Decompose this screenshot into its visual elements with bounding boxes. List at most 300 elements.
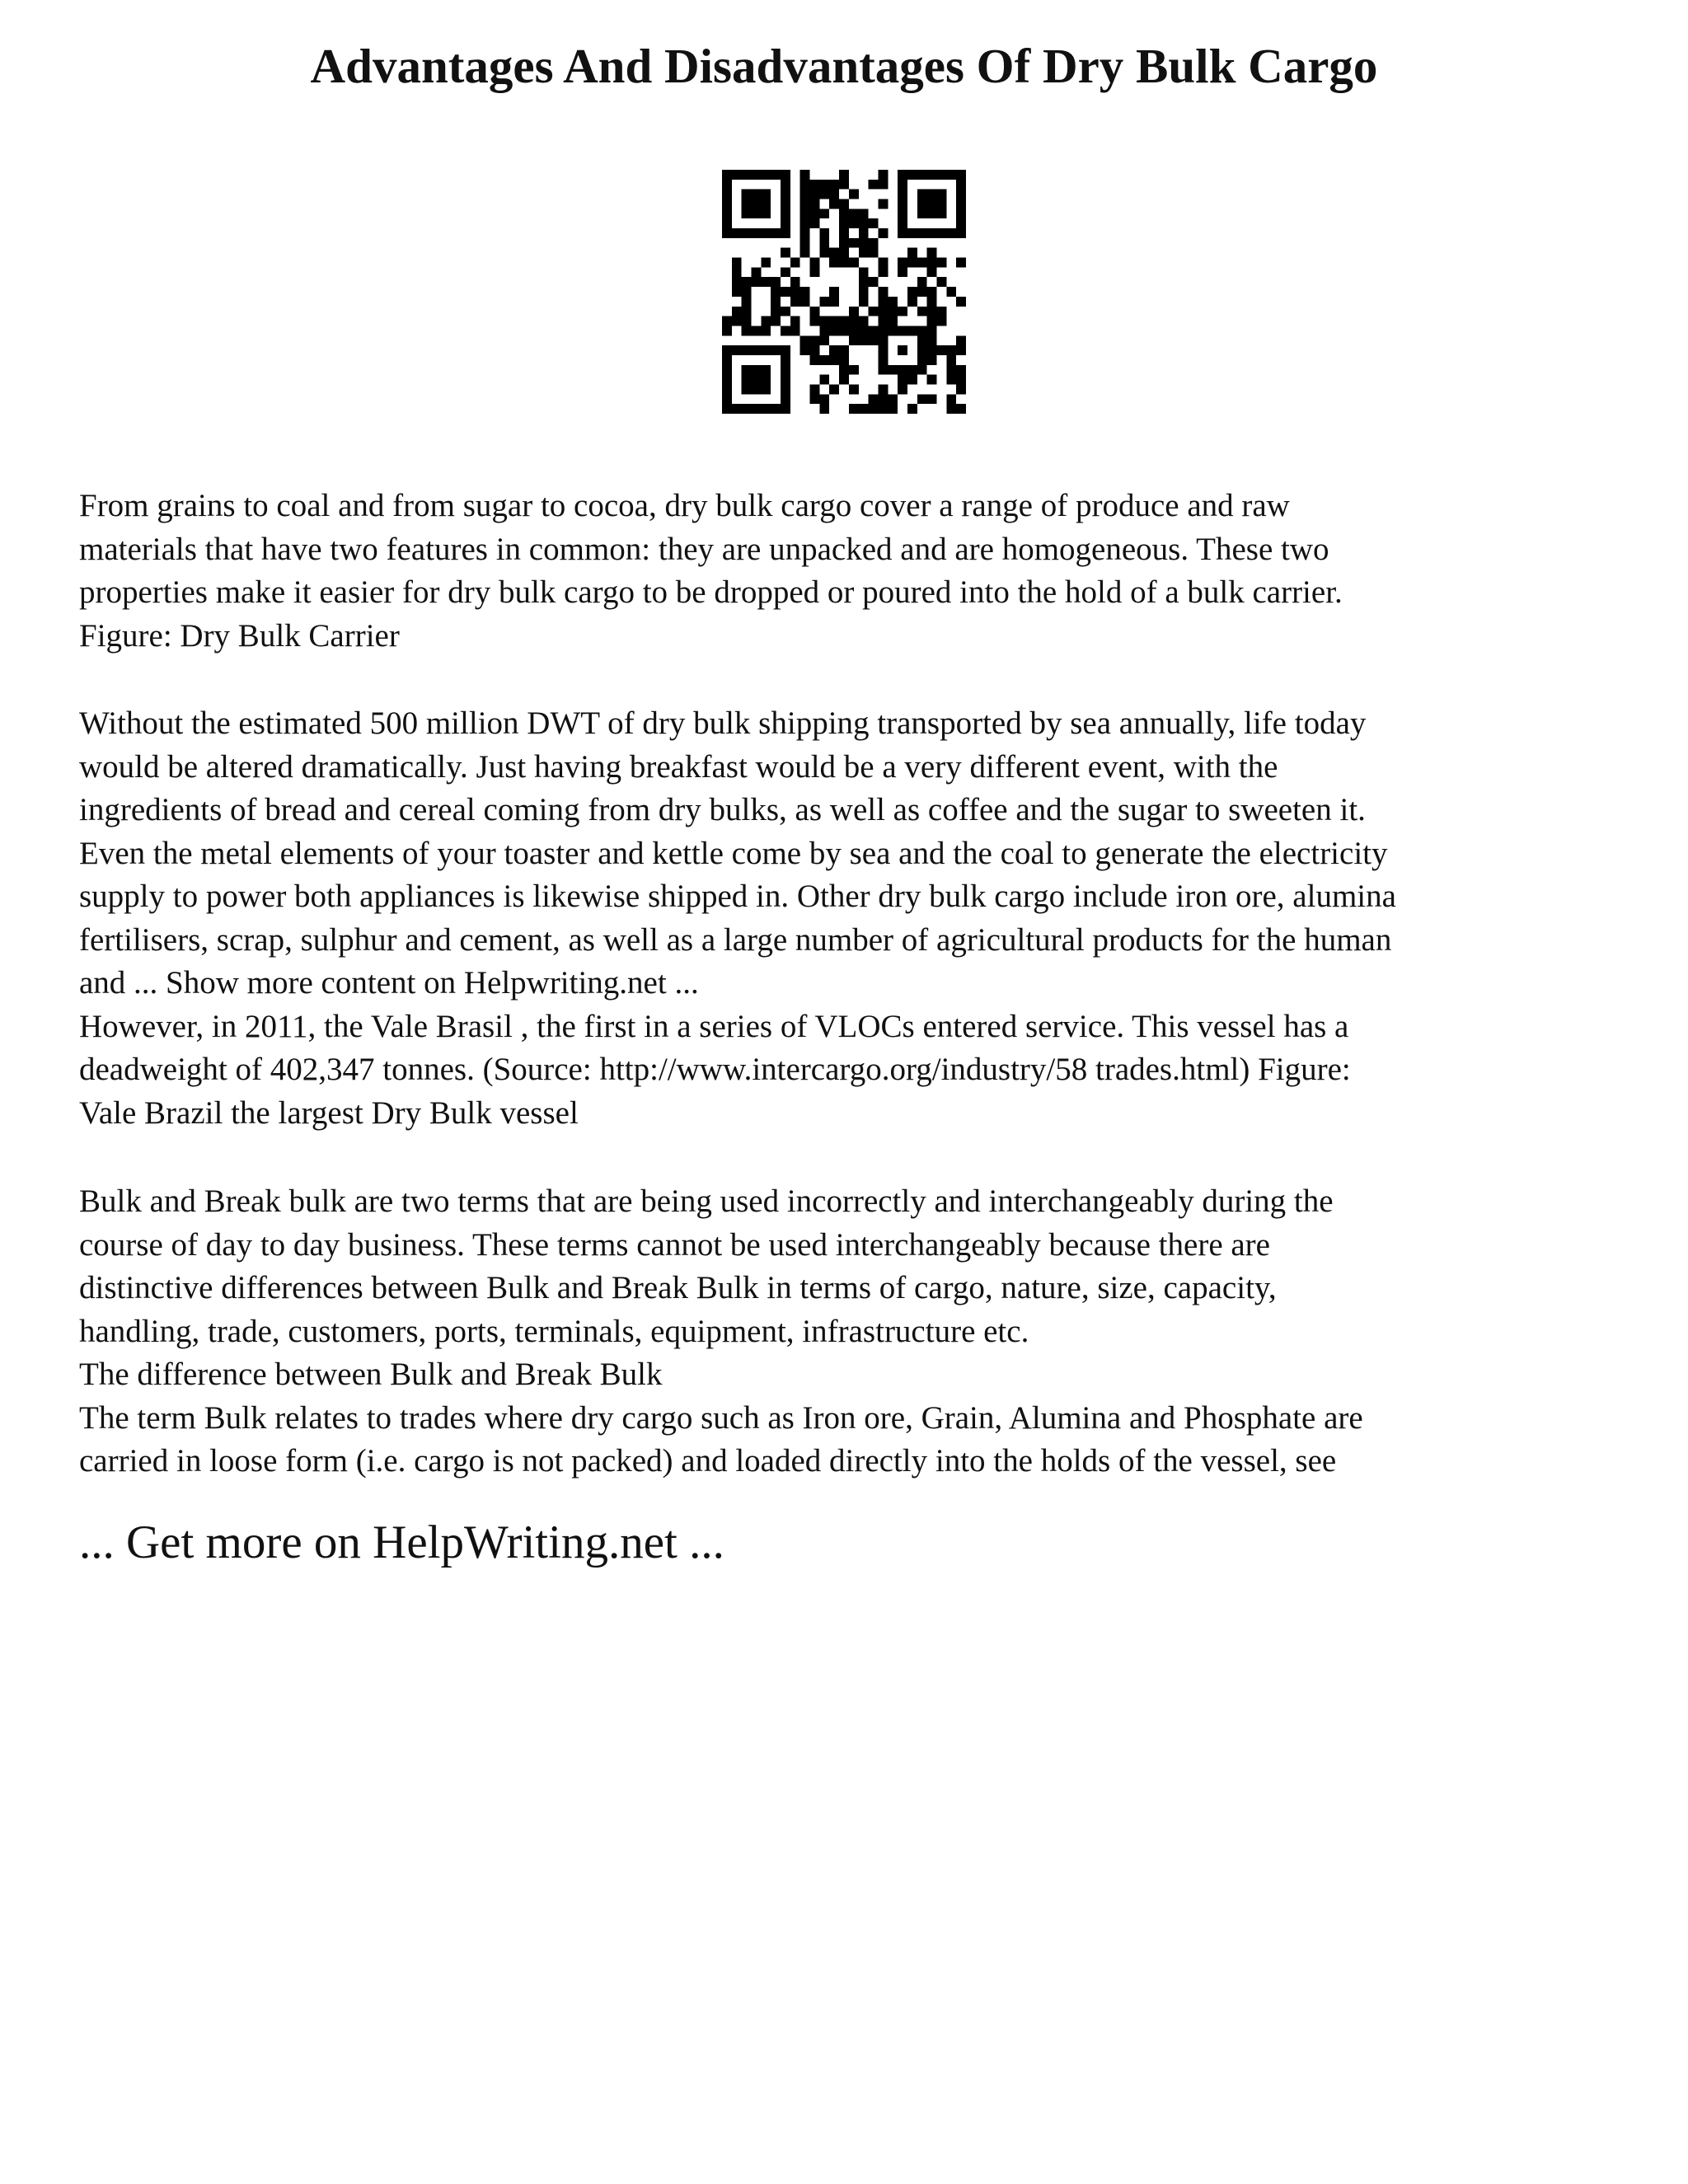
qr-module [742, 375, 752, 385]
qr-module [761, 365, 771, 375]
qr-module [781, 375, 790, 385]
qr-module [742, 209, 752, 218]
paragraph-2 [79, 702, 1629, 1135]
qr-module [829, 180, 839, 190]
figure-caption: Figure: Dry Bulk Carrier [79, 617, 400, 654]
qr-module [839, 248, 849, 258]
qr-module [869, 238, 879, 248]
qr-module [936, 277, 946, 287]
qr-module [869, 248, 879, 258]
qr-module [878, 287, 888, 297]
qr-module [819, 238, 829, 248]
qr-module [946, 375, 956, 385]
qr-module [722, 345, 732, 355]
qr-module [781, 355, 790, 365]
qr-module [898, 307, 907, 316]
qr-module [752, 384, 762, 394]
qr-module [917, 345, 927, 355]
qr-module [878, 170, 888, 180]
qr-module [917, 170, 927, 180]
qr-module [761, 199, 771, 209]
qr-module [859, 248, 869, 258]
qr-module [781, 345, 790, 355]
qr-module [936, 258, 946, 268]
qr-module [888, 326, 898, 335]
qr-module [752, 365, 762, 375]
qr-module [722, 326, 732, 335]
qr-module [869, 307, 879, 316]
page-title: Advantages And Disadvantages Of Dry Bulk Cargo [310, 39, 1378, 93]
qr-module [839, 238, 849, 248]
qr-module [927, 375, 937, 385]
qr-module [878, 297, 888, 307]
qr-module [946, 394, 956, 404]
qr-code-icon[interactable] [722, 170, 966, 414]
qr-module [732, 267, 742, 277]
qr-module [742, 326, 752, 335]
qr-module [722, 228, 732, 238]
qr-module [956, 404, 966, 414]
qr-module [790, 297, 800, 307]
qr-module [819, 180, 829, 190]
qr-module [898, 209, 907, 218]
qr-module [859, 277, 869, 287]
qr-module [839, 355, 849, 365]
qr-module [917, 228, 927, 238]
qr-module [781, 267, 790, 277]
qr-module [859, 316, 869, 326]
qr-module [829, 384, 839, 394]
qr-module [722, 355, 732, 365]
qr-module [819, 248, 829, 258]
qr-module [839, 258, 849, 268]
qr-module [810, 335, 820, 345]
qr-module [742, 365, 752, 375]
qr-module [722, 199, 732, 209]
qr-module [800, 199, 810, 209]
qr-module [819, 228, 829, 238]
qr-module [790, 277, 800, 287]
qr-module [917, 335, 927, 345]
qr-module [946, 404, 956, 414]
qr-module [878, 267, 888, 277]
qr-module [761, 316, 771, 326]
qr-module [946, 170, 956, 180]
qr-module [917, 277, 927, 287]
qr-module [800, 228, 810, 238]
qr-module [839, 345, 849, 355]
qr-module [742, 297, 752, 307]
qr-module [869, 277, 879, 287]
qr-module [800, 287, 810, 297]
qr-module [936, 307, 946, 316]
text-line: deadweight of 402,347 tonnes. (Source: http://www.intercargo.org/industry/58 trades.html) Figure: [79, 1052, 1351, 1087]
qr-module [859, 287, 869, 297]
qr-module [859, 326, 869, 335]
qr-module [927, 307, 937, 316]
qr-module [800, 209, 810, 218]
qr-module [752, 190, 762, 199]
qr-module [781, 180, 790, 190]
qr-module [936, 209, 946, 218]
qr-module [722, 375, 732, 385]
qr-module [907, 287, 917, 297]
qr-module [917, 307, 927, 316]
qr-module [732, 228, 742, 238]
qr-module [810, 267, 820, 277]
qr-module [878, 326, 888, 335]
qr-module [878, 199, 888, 209]
qr-module [790, 316, 800, 326]
qr-module [742, 277, 752, 287]
qr-module [810, 316, 820, 326]
qr-module [761, 170, 771, 180]
qr-module [839, 180, 849, 190]
qr-module [722, 170, 732, 180]
qr-module [888, 394, 898, 404]
qr-module [732, 345, 742, 355]
qr-module [878, 335, 888, 345]
qr-module [849, 307, 859, 316]
qr-module [927, 267, 937, 277]
qr-module [761, 190, 771, 199]
qr-module [790, 258, 800, 268]
qr-module [781, 190, 790, 199]
qr-module [927, 326, 937, 335]
qr-module [752, 277, 762, 287]
qr-module [810, 209, 820, 218]
qr-module [810, 345, 820, 355]
qr-module [781, 394, 790, 404]
qr-module [849, 365, 859, 375]
qr-module [752, 375, 762, 385]
qr-module [936, 316, 946, 326]
qr-module [810, 355, 820, 365]
qr-module [752, 326, 762, 335]
qr-module [761, 277, 771, 287]
qr-module [849, 326, 859, 335]
qr-module [878, 307, 888, 316]
qr-module [781, 287, 790, 297]
qr-module [869, 394, 879, 404]
qr-module [800, 170, 810, 180]
qr-module [722, 365, 732, 375]
qr-module [888, 307, 898, 316]
qr-module [732, 404, 742, 414]
qr-module [927, 258, 937, 268]
qr-module [927, 199, 937, 209]
qr-module [956, 365, 966, 375]
qr-module [829, 355, 839, 365]
qr-module [849, 316, 859, 326]
qr-module [898, 180, 907, 190]
qr-module [800, 297, 810, 307]
qr-module [869, 180, 879, 190]
qr-module [771, 170, 781, 180]
qr-module [917, 394, 927, 404]
qr-module [752, 228, 762, 238]
qr-module [761, 209, 771, 218]
qr-module [819, 326, 829, 335]
qr-module [800, 238, 810, 248]
qr-module [956, 297, 966, 307]
qr-module [849, 404, 859, 414]
qr-module [927, 287, 937, 297]
qr-module [849, 190, 859, 199]
qr-module [761, 404, 771, 414]
qr-module [859, 238, 869, 248]
qr-module [849, 258, 859, 268]
qr-module [829, 258, 839, 268]
qr-module [810, 190, 820, 199]
text-line: Bulk and Break bulk are two terms that are being used incorrectly and interchangeably during the [79, 1183, 1334, 1219]
qr-module [878, 316, 888, 326]
qr-module [907, 248, 917, 258]
qr-module [839, 170, 849, 180]
qr-module [781, 248, 790, 258]
qr-module [956, 375, 966, 385]
text-line: Without the estimated 500 million DWT of dry bulk shipping transported by sea annually, life today [79, 705, 1367, 741]
qr-module [898, 267, 907, 277]
qr-module [839, 199, 849, 209]
qr-module [907, 297, 917, 307]
qr-module [898, 258, 907, 268]
qr-module [927, 355, 937, 365]
qr-module [819, 375, 829, 385]
qr-module [771, 277, 781, 287]
qr-module [927, 297, 937, 307]
qr-module [742, 228, 752, 238]
qr-module [927, 170, 937, 180]
qr-module [946, 287, 956, 297]
text-line: Vale Brazil the largest Dry Bulk vessel [79, 1094, 579, 1131]
qr-module [898, 199, 907, 209]
qr-module [761, 375, 771, 385]
qr-module [946, 228, 956, 238]
qr-module [927, 228, 937, 238]
qr-module [956, 258, 966, 268]
qr-module [771, 297, 781, 307]
qr-module [917, 258, 927, 268]
qr-module [917, 365, 927, 375]
qr-module [849, 335, 859, 345]
qr-module [819, 297, 829, 307]
qr-module [936, 345, 946, 355]
qr-module [810, 384, 820, 394]
qr-module [742, 316, 752, 326]
qr-module [800, 218, 810, 228]
qr-module [761, 258, 771, 268]
qr-module [781, 384, 790, 394]
qr-module [819, 209, 829, 218]
text-line: carried in loose form (i.e. cargo is not packed) and loaded directly into the holds of the vessel, see [79, 1443, 1337, 1479]
qr-module [936, 199, 946, 209]
qr-module [722, 394, 732, 404]
qr-module [907, 170, 917, 180]
qr-module [907, 375, 917, 385]
qr-module [956, 209, 966, 218]
qr-module [839, 218, 849, 228]
qr-module [732, 277, 742, 287]
qr-module [732, 316, 742, 326]
qr-module [869, 404, 879, 414]
qr-module [917, 209, 927, 218]
qr-module [898, 170, 907, 180]
qr-module [898, 345, 907, 355]
qr-module [956, 218, 966, 228]
qr-module [946, 355, 956, 365]
qr-module [907, 258, 917, 268]
qr-module [800, 190, 810, 199]
qr-module [956, 228, 966, 238]
qr-module [800, 180, 810, 190]
qr-module [829, 345, 839, 355]
qr-module [810, 307, 820, 316]
qr-module [898, 228, 907, 238]
qr-module [800, 248, 810, 258]
get-more-link[interactable]: ... Get more on HelpWriting.net ... [79, 1516, 724, 1568]
qr-module [917, 199, 927, 209]
qr-module [722, 384, 732, 394]
qr-module [878, 258, 888, 268]
qr-module [771, 307, 781, 316]
qr-module [956, 199, 966, 209]
qr-module [752, 267, 762, 277]
qr-module [761, 345, 771, 355]
qr-module [956, 345, 966, 355]
qr-module [898, 384, 907, 394]
qr-module [878, 394, 888, 404]
qr-module [859, 228, 869, 238]
qr-module [829, 297, 839, 307]
qr-module [819, 190, 829, 199]
qr-module [752, 199, 762, 209]
qr-module [878, 404, 888, 414]
qr-module [771, 316, 781, 326]
qr-module [752, 209, 762, 218]
qr-module [839, 228, 849, 238]
qr-module [742, 170, 752, 180]
qr-module [722, 316, 732, 326]
qr-module [859, 267, 869, 277]
qr-module [917, 326, 927, 335]
qr-module [742, 307, 752, 316]
qr-module [839, 326, 849, 335]
qr-module [956, 384, 966, 394]
qr-module [761, 326, 771, 335]
qr-module [761, 228, 771, 238]
text-line: materials that have two features in common: they are unpacked and are homogeneous. These two [79, 531, 1329, 567]
qr-module [917, 355, 927, 365]
qr-module [946, 365, 956, 375]
qr-module [859, 209, 869, 218]
qr-module [839, 365, 849, 375]
qr-module [849, 238, 859, 248]
qr-module [956, 335, 966, 345]
qr-module [752, 404, 762, 414]
text-line: From grains to coal and from sugar to cocoa, dry bulk cargo cover a range of produce and raw [79, 488, 1290, 523]
qr-module [819, 404, 829, 414]
qr-module [907, 326, 917, 335]
qr-module [946, 345, 956, 355]
qr-module [936, 228, 946, 238]
qr-module [878, 180, 888, 190]
qr-module [819, 355, 829, 365]
text-line: supply to power both appliances is likewise shipped in. Other dry bulk cargo include iron ore, alumina [79, 879, 1396, 914]
qr-module [859, 297, 869, 307]
qr-module [781, 170, 790, 180]
text-line: properties make it easier for dry bulk cargo to be dropped or poured into the hold of a bulk carrier. [79, 574, 1343, 610]
qr-module [839, 375, 849, 385]
qr-module [781, 199, 790, 209]
qr-module [732, 307, 742, 316]
qr-module [742, 190, 752, 199]
paragraph-3 [79, 1180, 1629, 1483]
qr-module [829, 199, 839, 209]
text-line: would be altered dramatically. Just having breakfast would be a very different event, with the [79, 748, 1278, 785]
text-line: However, in 2011, the Vale Brasil , the first in a series of VLOCs entered service. This vessel has a [79, 1008, 1349, 1044]
qr-module [907, 228, 917, 238]
qr-module [888, 316, 898, 326]
qr-module [898, 190, 907, 199]
qr-module [800, 335, 810, 345]
qr-module [781, 404, 790, 414]
qr-module [742, 404, 752, 414]
text-line: course of day to day business. These terms cannot be used interchangeably because there are [79, 1226, 1270, 1263]
qr-module [898, 326, 907, 335]
qr-module [849, 209, 859, 218]
qr-module [839, 209, 849, 218]
qr-module [742, 384, 752, 394]
qr-module [927, 190, 937, 199]
qr-module [927, 248, 937, 258]
qr-module [917, 190, 927, 199]
qr-module [878, 365, 888, 375]
qr-code-graphic [722, 170, 966, 414]
paragraph-1 [79, 485, 1629, 658]
qr-module [810, 199, 820, 209]
qr-module [722, 180, 732, 190]
show-more-text: and ... Show more content on Helpwriting.net ... [79, 965, 699, 1001]
text-line: fertilisers, scrap, sulphur and cement, as well as a large number of agricultural products for the human [79, 921, 1392, 958]
qr-module [956, 180, 966, 190]
qr-module [771, 404, 781, 414]
qr-module [790, 287, 800, 297]
qr-module [781, 326, 790, 335]
qr-module [917, 287, 927, 297]
qr-module [888, 365, 898, 375]
qr-module [878, 384, 888, 394]
qr-module [859, 218, 869, 228]
qr-module [771, 287, 781, 297]
qr-module [859, 335, 869, 345]
qr-module [849, 384, 859, 394]
qr-module [907, 365, 917, 375]
text-line: The term Bulk relates to trades where dry cargo such as Iron ore, Grain, Alumina and Phosphate are [79, 1399, 1363, 1436]
qr-module [781, 365, 790, 375]
qr-module [810, 394, 820, 404]
text-line: ingredients of bread and cereal coming from dry bulks, as well as coffee and the sugar to sweeten it. [79, 792, 1366, 827]
qr-module [810, 258, 820, 268]
qr-module [927, 335, 937, 345]
qr-module [888, 404, 898, 414]
qr-module [781, 228, 790, 238]
qr-module [839, 316, 849, 326]
qr-module [829, 316, 839, 326]
qr-module [888, 297, 898, 307]
qr-module [927, 209, 937, 218]
qr-module [752, 170, 762, 180]
